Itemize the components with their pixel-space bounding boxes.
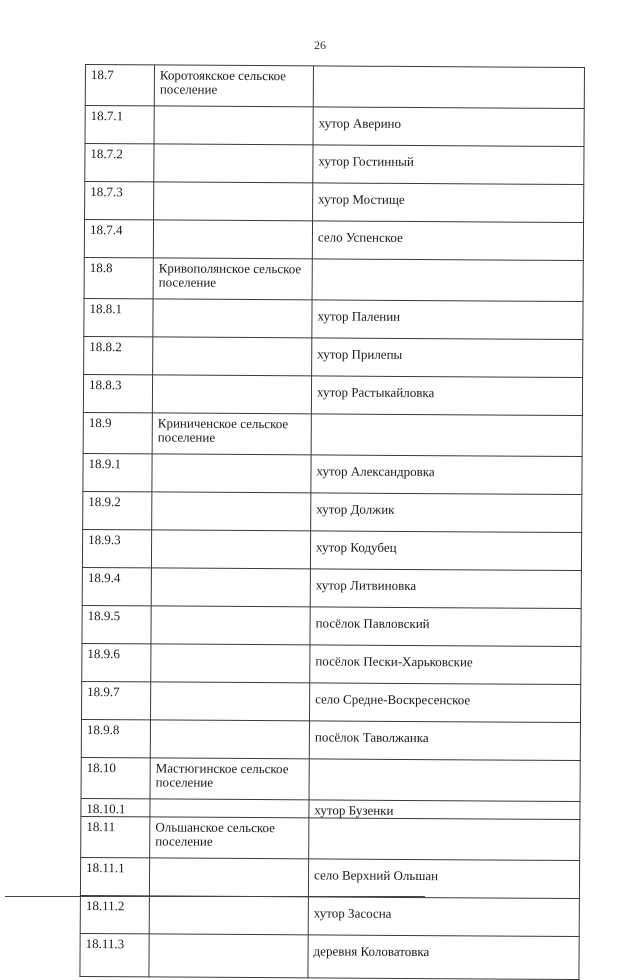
table-row xyxy=(83,491,582,532)
table-row xyxy=(81,681,580,722)
table-row xyxy=(81,816,580,860)
row-number-cell: 18.11.1 xyxy=(80,857,149,895)
table-row xyxy=(82,567,581,608)
row-number-cell: 18.7.2 xyxy=(85,144,154,182)
locality-cell xyxy=(309,759,580,802)
settlement-name-cell xyxy=(152,492,311,531)
bottom-rule xyxy=(5,896,425,897)
row-number-cell: 18.7.3 xyxy=(85,182,154,220)
settlements-table-body xyxy=(80,65,585,980)
row-number-cell: 18.8.2 xyxy=(84,336,153,374)
table-row xyxy=(80,857,579,898)
row-number-cell: 18.11.2 xyxy=(80,895,149,933)
locality-cell: хутор Должик xyxy=(311,493,582,533)
settlement-name-cell xyxy=(151,568,310,607)
locality-cell: посёлок Павловский xyxy=(310,607,581,647)
settlement-name-cell xyxy=(151,606,310,645)
row-number-cell: 18.9.3 xyxy=(82,529,151,567)
settlement-name-cell xyxy=(153,299,312,338)
settlement-name-cell: Криниченское сельское поселение xyxy=(152,413,311,455)
settlement-name-cell: Коротоякское сельское поселение xyxy=(154,65,313,107)
row-number-cell: 18.9.2 xyxy=(83,491,152,529)
table-row xyxy=(84,336,583,377)
table-row xyxy=(84,298,583,339)
settlement-name-cell: Ольшанское сельское поселение xyxy=(150,817,309,859)
locality-cell: хутор Аверино xyxy=(313,107,584,147)
table-row xyxy=(83,374,582,415)
locality-cell xyxy=(312,259,583,302)
locality-cell: хутор Засосна xyxy=(308,897,579,937)
row-number-cell: 18.9.7 xyxy=(81,681,150,719)
row-number-cell: 18.9.6 xyxy=(82,643,151,681)
table-row xyxy=(85,106,584,147)
locality-cell: деревня Коловатовка xyxy=(308,935,579,980)
locality-cell: село Средне-Воскресенское xyxy=(309,683,580,723)
row-number-cell: 18.11.3 xyxy=(80,933,149,976)
settlement-name-cell xyxy=(149,858,308,897)
locality-cell: хутор Литвиновка xyxy=(310,569,581,609)
table-row xyxy=(83,453,582,494)
settlement-name-cell xyxy=(154,144,313,183)
row-number-cell: 18.11 xyxy=(81,816,150,857)
settlement-name-cell xyxy=(149,934,308,978)
table-row xyxy=(82,605,581,646)
settlement-name-cell xyxy=(151,530,310,569)
settlement-name-cell xyxy=(154,182,313,221)
locality-cell: село Верхний Ольшан xyxy=(308,859,579,899)
table-row xyxy=(82,643,581,684)
table-row xyxy=(85,182,584,223)
row-number-cell: 18.8 xyxy=(84,257,153,298)
settlement-name-cell xyxy=(153,337,312,376)
locality-cell: село Успенское xyxy=(312,221,583,261)
settlements-table xyxy=(79,64,585,980)
row-number-cell: 18.8.1 xyxy=(84,298,153,336)
row-number-cell: 18.9.8 xyxy=(81,719,150,757)
settlement-name-cell xyxy=(150,720,309,759)
locality-cell: хутор Растыкайловка xyxy=(311,376,582,416)
row-number-cell: 18.9 xyxy=(83,412,152,453)
settlement-name-cell xyxy=(150,799,309,818)
settlement-name-cell xyxy=(153,220,312,259)
locality-cell xyxy=(309,818,580,861)
locality-cell: хутор Прилепы xyxy=(312,338,583,378)
settlement-name-cell: Кривополянское сельское поселение xyxy=(153,258,312,300)
row-number-cell: 18.9.1 xyxy=(83,453,152,491)
settlement-name-cell: Мастюгинское сельское поселение xyxy=(150,758,309,800)
locality-cell: хутор Александровка xyxy=(311,455,582,495)
table-row xyxy=(80,895,579,936)
locality-cell: хутор Мостище xyxy=(313,183,584,223)
table-row xyxy=(81,757,580,801)
row-number-cell: 18.9.4 xyxy=(82,567,151,605)
locality-cell: посёлок Таволжанка xyxy=(309,721,580,761)
table-row xyxy=(84,257,583,301)
row-number-cell: 18.7.4 xyxy=(84,220,153,258)
row-number-cell: 18.10 xyxy=(81,757,150,798)
locality-cell xyxy=(313,66,584,109)
settlement-name-cell xyxy=(150,682,309,721)
locality-cell xyxy=(311,414,582,457)
row-number-cell: 18.9.5 xyxy=(82,605,151,643)
settlement-name-cell xyxy=(152,454,311,493)
settlement-name-cell xyxy=(151,644,310,683)
table-row xyxy=(81,719,580,760)
table-row xyxy=(83,412,582,456)
table-row xyxy=(85,65,584,109)
table-row xyxy=(85,144,584,185)
table-row xyxy=(82,529,581,570)
table-row xyxy=(80,933,579,979)
locality-cell: хутор Кодубец xyxy=(310,531,581,571)
row-number-cell: 18.7 xyxy=(85,65,154,106)
settlement-name-cell xyxy=(154,106,313,145)
locality-cell: хутор Паленин xyxy=(312,300,583,340)
table-row xyxy=(84,220,583,261)
row-number-cell: 18.7.1 xyxy=(85,106,154,144)
locality-cell: посёлок Пески-Харьковские xyxy=(310,645,581,685)
settlement-name-cell xyxy=(152,375,311,414)
locality-cell: хутор Бузенки xyxy=(309,800,580,820)
locality-cell: хутор Гостинный xyxy=(313,145,584,185)
row-number-cell: 18.8.3 xyxy=(83,374,152,412)
settlement-name-cell xyxy=(149,896,308,935)
row-number-cell: 18.10.1 xyxy=(81,798,150,816)
page-number: 26 xyxy=(314,38,326,52)
